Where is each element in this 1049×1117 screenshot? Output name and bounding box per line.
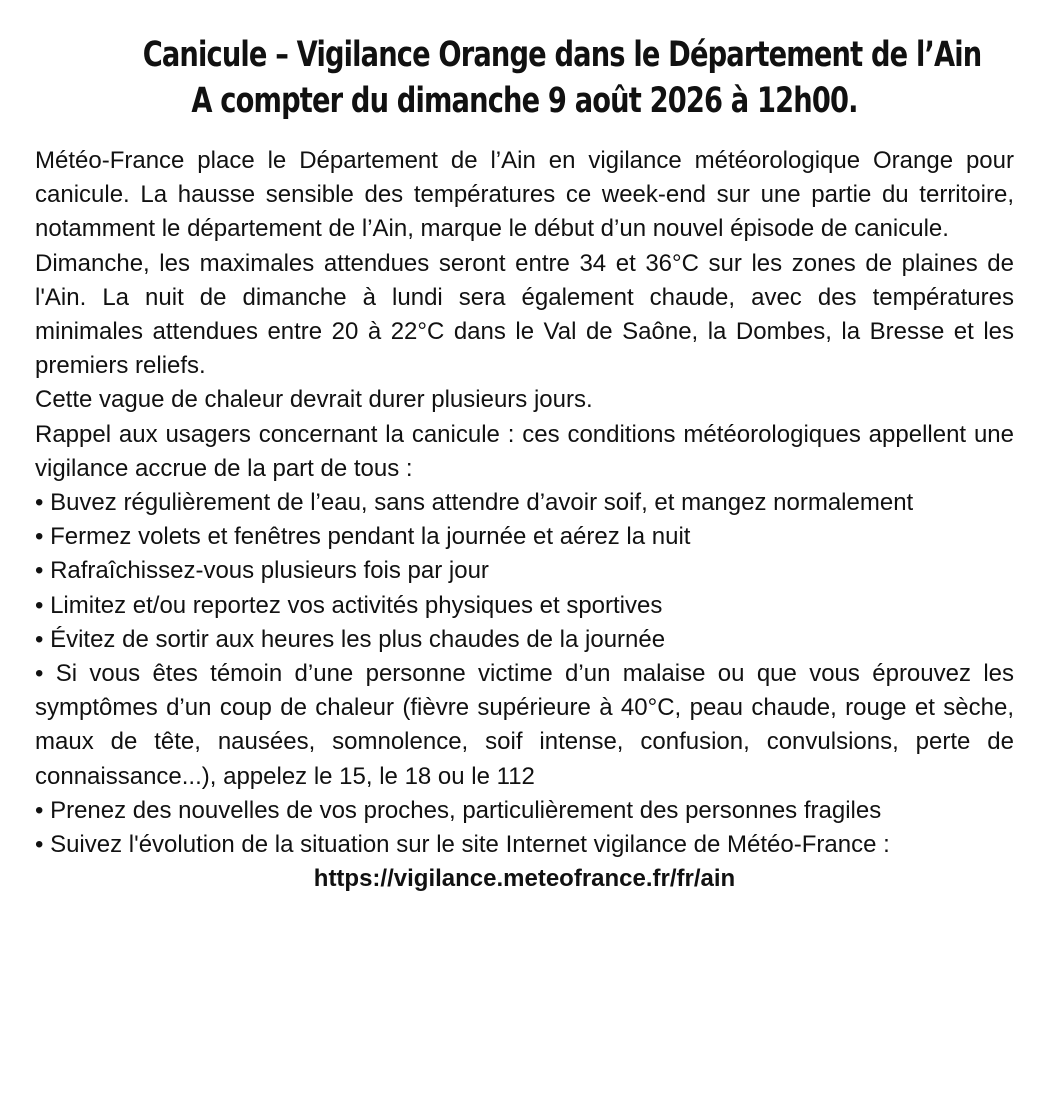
paragraph-duration: Cette vague de chaleur devrait durer plusieurs jours.	[35, 386, 593, 414]
paragraph-reminder: Rappel aux usagers concernant la canicule : ces conditions météorologiques appellent une vigilance accrue de la part de tous :	[35, 420, 1014, 482]
bullet-item-close-shutters: • Fermez volets et fenêtres pendant la journée et aérez la nuit	[35, 523, 691, 551]
bullet-item-limit-activities: • Limitez et/ou reportez vos activités physiques et sportives	[35, 591, 663, 619]
paragraph-temperatures: Dimanche, les maximales attendues seront entre 34 et 36°C sur les zones de plaines de l'Ain. La nuit de dimanche à lundi sera également chaude, avec des températures minimales attendues entre 20 à 22°C dans le Val de Saône, la Dombes, la Bresse et les premiers reliefs.	[35, 249, 1014, 380]
vigilance-link[interactable]: https://vigilance.meteofrance.fr/fr/ain	[313, 865, 736, 893]
body-text	[35, 144, 1014, 896]
bullet-item-follow-situation: • Suivez l'évolution de la situation sur le site Internet vigilance de Météo-France :	[35, 831, 890, 859]
bullet-item-drink-water: • Buvez régulièrement de l’eau, sans attendre d’avoir soif, et mangez normalement	[35, 489, 914, 517]
bullet-item-check-relatives: • Prenez des nouvelles de vos proches, particulièrement des personnes fragiles	[35, 796, 882, 824]
title-line-1: Canicule – Vigilance Orange dans le Département de l’Ain	[142, 35, 982, 75]
title-line-2: A compter du dimanche 9 août 2026 à 12h00.	[191, 81, 858, 121]
paragraph-intro: Météo-France place le Département de l’Ain en vigilance météorologique Orange pour canicule. La hausse sensible des températures ce week-end sur une partie du territoire, notamment le département de l’Ain, marque le début d’un nouvel épisode de canicule.	[35, 147, 1014, 243]
bullet-item-heatstroke-symptoms: • Si vous êtes témoin d’une personne victime d’un malaise ou que vous éprouvez les symptômes d’un coup de chaleur (fièvre supérieure à 40°C, peau chaude, rouge et sèche, maux de tête, nausées, somnolence, soif intense, confusion, convulsions, perte de connaissance...), appelez le 15, le 18 ou le 112	[35, 660, 1014, 790]
bullet-item-avoid-heat-hours: • Évitez de sortir aux heures les plus chaudes de la journée	[35, 625, 666, 653]
bullet-item-cool-down: • Rafraîchissez-vous plusieurs fois par jour	[35, 557, 489, 585]
